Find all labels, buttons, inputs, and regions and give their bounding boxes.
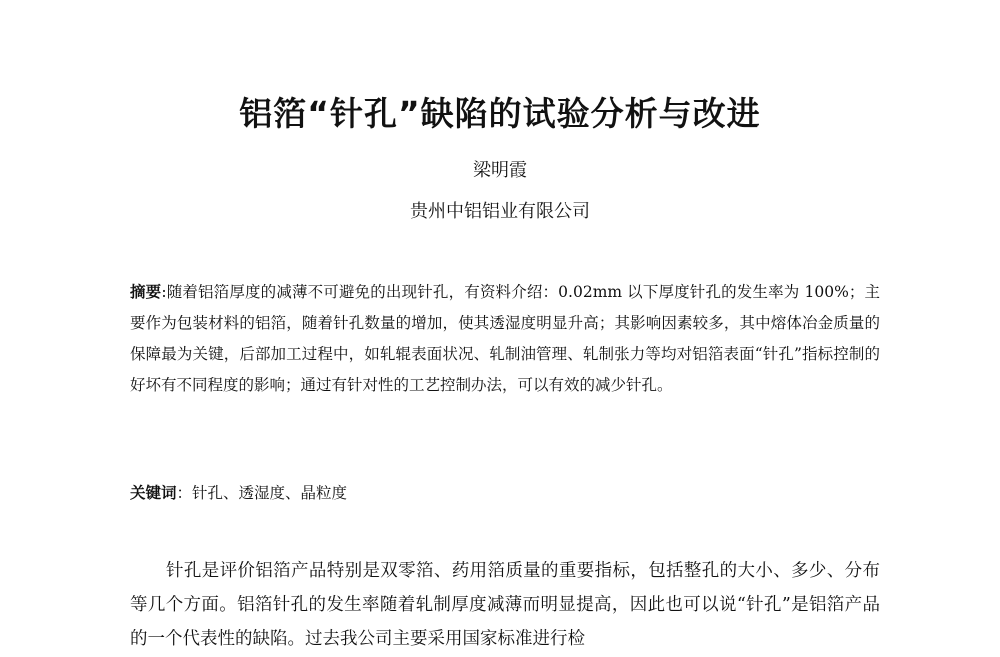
- keywords: [130, 480, 880, 506]
- keywords-label: 关键词: [130, 484, 177, 502]
- author-affiliation: 贵州中铝铝业有限公司: [410, 201, 590, 222]
- author-name: 梁明霞: [473, 160, 527, 181]
- body-paragraph: 针孔是评价铝箔产品特别是双零箔、药用箔质量的重要指标，包括整孔的大小、多少、分布等几个方面。铝箔针孔的发生率随着轧制厚度减薄而明显提高，因此也可以说“针孔”是铝箔产品的一个代表性的缺陷。过去我公司主要采用国家标准进行检: [130, 561, 880, 649]
- keywords-text: ：针孔、透湿度、晶粒度: [176, 484, 348, 502]
- abstract-label: 摘要: [130, 283, 162, 301]
- abstract-text: :随着铝箔厚度的减薄不可避免的出现针孔，有资料介绍：0.02mm 以下厚度针孔的发生率为 100%；主要作为包装材料的铝箔，随着针孔数量的增加，使其透湿度明显升高；其影响因素较多，其中熔体冶金质量的保障最为关键，后部加工过程中，如轧辊表面状况、轧制油管理、轧制张力等均对铝箔表面“针孔”指标控制的好坏有不同程度的影响；通过有针对性的工艺控制办法，可以有效的减少针孔。: [130, 283, 880, 394]
- abstract: [130, 277, 880, 401]
- paper-title: 铝箔“针孔”缺陷的试验分析与改进: [239, 94, 761, 133]
